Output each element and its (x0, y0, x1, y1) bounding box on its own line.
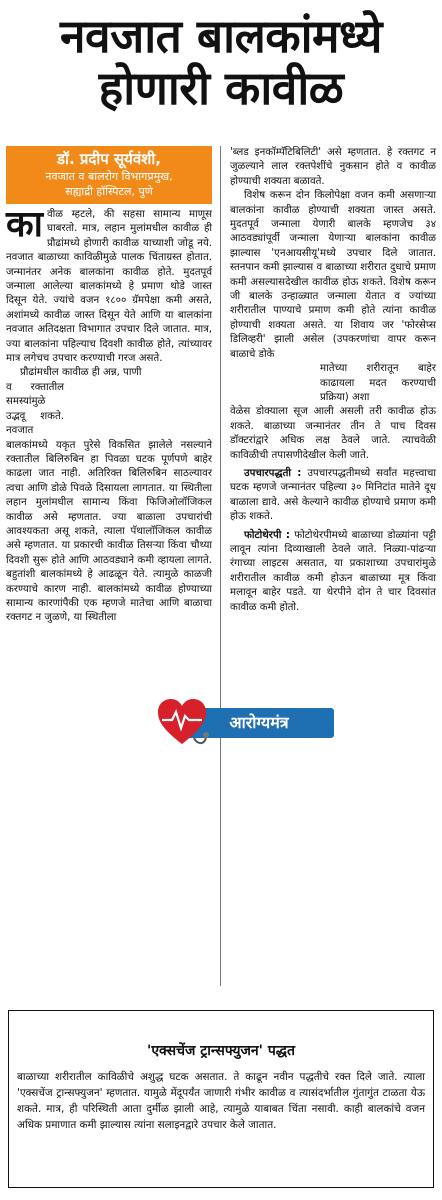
badge-label: आरोग्यमंत्र (184, 708, 334, 738)
right-paragraph-2: विशेष करून दोन किलोपेक्षा वजन कमी असणाऱ्या बालकांना कावीळ होण्याची शक्यता जास्त असते. मुदतपूर्व जन्माला येणारी बालके म्हणजेच ३४ आठवड्यांपूर्वी जन्माला येणाऱ्या बालकांना कावीळ झाल्यास 'एनआयसीयू'मध्ये उपचार दिले जातात. स्तनपान कमी झाल्यास व बाळाच्या शरीरात दुधाचे प्रमाण कमी असल्यासदेखील कावीळ होऊ शकते. विशेष करून जी बालके उन्हाळ्यात जन्माला येतात व ज्यांच्या शरीरातील पाण्याचे प्रमाण कमी होते त्यांना कावीळ होण्याची शक्यता असते. या शिवाय जर 'फोरसेप्स डिलिव्हरी' झाली असेल (उपकरणांचा वापर करून बाळाचे डोके (230, 190, 436, 360)
right-column (230, 146, 436, 615)
column-divider (220, 146, 221, 986)
left-paragraph-3: बालकांमध्ये यकृत पुरेसे विकसित झालेले नसल्याने रक्तातील बिलिरुबिन हा पिवळा घटक पूर्णपणे बाहेर काढला जात नाही. अतिरिक्त बिलिरुबिन साठल्यावर त्वचा आणि डोळे पिवळे दिसायला लागतात. या स्थितीला लहान मुलांमधील सामान्य किंवा फिजिओलॉजिकल कावीळ असे म्हणतात. ज्या बाळाला उपचारांची आवश्यकता असू शकते, त्याला पॅथालॉजिकल कावीळ असे म्हणतात. या प्रकारची कावीळ तिसऱ्या किंवा चौथ्या दिवशी सुरू होते आणि आठवड्याने कमी व्हायला लागते. बहुतांशी बालकांमध्ये हे आढळून येते. त्यामुळे काळजी करण्याचे कारण नाही. बालकांमध्ये कावीळ होण्याच्या सामान्य कारणांपैकी एक म्हणजे मातेचा आणि बाळाचा रक्तगट न जुळणे, या स्थितीला (6, 439, 212, 624)
treatment-text: उपचारपद्धतीमध्ये सर्वांत महत्त्वाचा घटक म्हणजे जन्मानंतर पहिल्या ३० मिनिटांत मातेने दूध बाळाला द्यावे. असे केल्याने कावीळ होण्याचे प्रमाण कमी होऊ शकते. (230, 467, 436, 523)
left-paragraph-1-text: वीळ म्हटले, की सहसा सामान्य माणूस घाबरतो. मात्र, लहान मुलांमधील कावीळ ही प्रौढांमध्ये होणारी कावीळ याच्याशी जोडू नये. नवजात बाळाच्या काविळीमुळे पालक चिंताग्रस्त होतात. जन्मानंतर अनेक बालकांना कावीळ होते. मुदतपूर्व जन्माला आलेल्या बालकांमध्ये हे प्रमाण थोडे जास्त दिसून येते. ज्यांचे वजन १८०० ग्रॅमपेक्षा कमी असते, अशांमध्ये कावीळ जास्त दिसून येते आणि या बालकांना नवजात अतिदक्षता विभागात उपचार दिले जातात. मात्र, ज्या बालकांना पहिल्याच दिवशी कावीळ होते, त्यांच्यावर मात्र लगेचच उपचार करण्याची गरज असते. (6, 209, 212, 365)
drop-cap: का (6, 204, 43, 245)
left-paragraph-1 (6, 204, 212, 366)
right-paragraph-2-narrow: मातेच्या शरीरातून बाहेर काढायला मदत करण्याची प्रक्रिया) अशा (320, 363, 436, 403)
author-byline (6, 146, 212, 204)
treatment-term: उपचारपद्धती : (244, 467, 302, 479)
phototherapy-text: फोटोथेरपीमध्ये बाळाच्या डोळ्यांना पट्टी लावून त्यांना दिव्याखाली ठेवले जाते. निळ्या-पांढऱ्या रंगाच्या लाइटस असतात, या प्रकाशाच्या उपचारांमुळे शरीरातील कावीळ कमी होऊन बाळाच्या मूत्र किंवा मलावून बाहेर पडते. या थेरपीने दोन ते चार दिवसांत कावीळ कमी होतो. (230, 529, 436, 613)
heart-stethoscope-icon (154, 694, 210, 750)
article-columns (6, 146, 436, 1004)
headline-line-2: होणारी कावीळ (98, 61, 344, 115)
headline (6, 0, 436, 114)
exchange-transfusion-box (8, 1010, 434, 1188)
left-paragraph-2-narrow: व रक्तातील समस्यांमुळे उद्भवू शकते. नवजात (6, 381, 64, 437)
author-role: नवजात व बालरोग विभागप्रमुख, (45, 170, 173, 183)
box-title: 'एक्सचेंज ट्रान्सफ्युजन' पद्धत (147, 1043, 295, 1059)
headline-line-1: नवजात बालकांमध्ये (60, 9, 382, 63)
left-column (6, 146, 212, 626)
author-name: डॉ. प्रदीप सूर्यवंशी, (57, 150, 161, 168)
health-column-badge (154, 694, 360, 750)
left-paragraph-2: प्रौढांमधील कावीळ ही अन्न, पाणी (20, 367, 142, 379)
author-hospital: सह्याद्री हॉस्पिटल, पुणे (65, 185, 153, 198)
phototherapy-paragraph (230, 529, 436, 615)
treatment-paragraph (230, 467, 436, 525)
right-paragraph-1: 'ब्लड इनकॉम्पॅटिबिलिटी' असे म्हणतात. हे रक्तगट न जुळल्याने लाल रक्तपेशींचे नुकसान होते व कावीळ होण्याची शक्यता बळावते. (230, 147, 436, 187)
box-body: बाळाच्या शरीरातील काविळीचे अशुद्ध घटक असतात. ते काढून नवीन पद्धतीचे रक्त दिले जाते. त्याला 'एक्सचेंज ट्रान्सफ्युजन' म्हणतात. यामुळे मेंदूपर्यंत जाणारी गंभीर कावीळ व त्यासंदर्भातील गुंतागुंत टाळता येऊ शकते. मात्र, ही परिस्थिती आता दुर्मीळ झाली आहे, त्यामुळे याबाबत चिंता नसावी. काही बालकांचे वजन अधिक प्रमाणात कमी झाल्यास त्यांना सलाइनद्वारे उपचार केले जातात. (17, 1071, 425, 1131)
right-paragraph-3: वेळेस डोक्याला सूज आली असली तरी कावीळ होऊ शकते. बाळाच्या जन्मानंतर तीन ते पाच दिवस डॉक्टरांद्वारे अधिक लक्ष ठेवले जाते. त्याचवेळी काविळीची तपासणीदेखील केली जाते. (230, 406, 436, 461)
phototherapy-term: फोटोथेरपी : (244, 529, 291, 541)
